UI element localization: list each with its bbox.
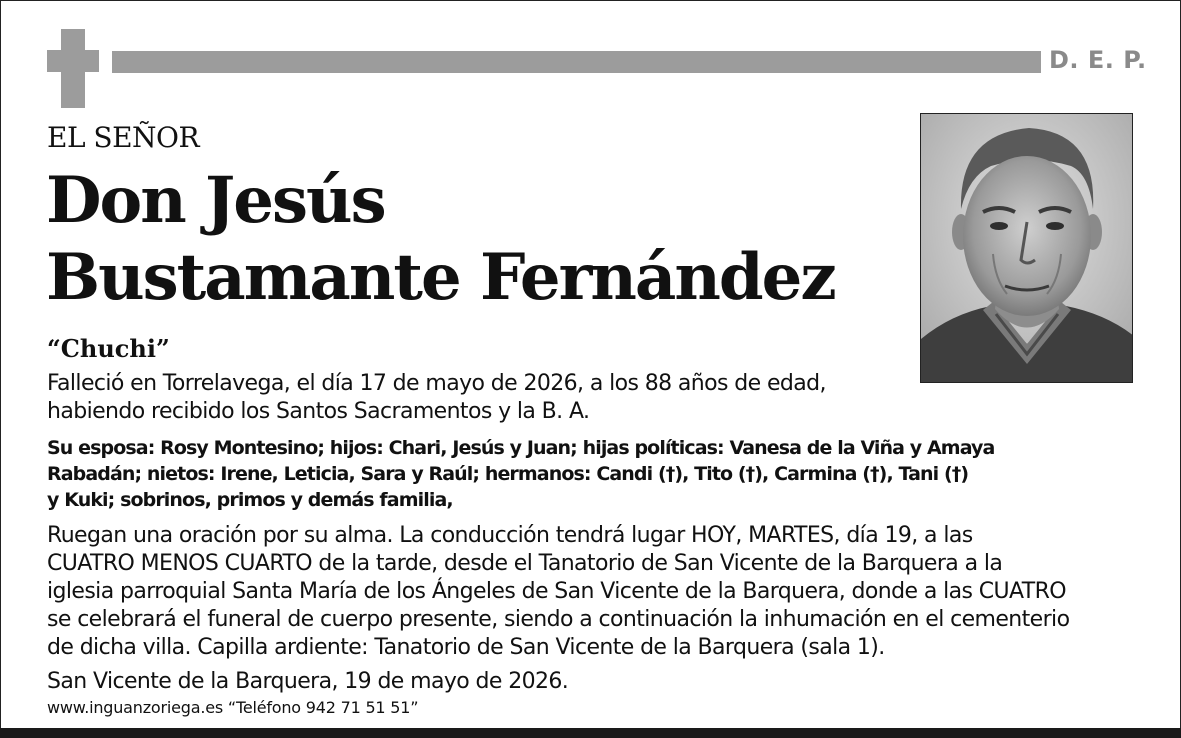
dep-label: D. E. P. (1049, 46, 1147, 74)
cross-icon-arm (47, 50, 99, 72)
name-line-2: Bustamante Fernández (46, 240, 835, 315)
death-notice-line: Falleció en Torrelavega, el día 17 de mayo de 2026, a los 88 años de edad, (47, 371, 826, 396)
funeral-line: de dicha villa. Capilla ardiente: Tanatorio de San Vicente de la Barquera (sala 1). (47, 635, 885, 660)
footer-contact: www.inguanzoriega.es “Teléfono 942 71 51 51” (47, 698, 419, 717)
name-line-1: Don Jesús (46, 163, 385, 238)
funeral-line: se celebrará el funeral de cuerpo presente, siendo a continuación la inhumación en el cementerio (47, 607, 1070, 632)
funeral-line: CUATRO MENOS CUARTO de la tarde, desde el Tanatorio de San Vicente de la Barquera a la (47, 551, 1003, 576)
family-line: y Kuki; sobrinos, primos y demás familia, (47, 489, 453, 511)
place-date: San Vicente de la Barquera, 19 de mayo de 2026. (47, 669, 569, 694)
portrait-photo (920, 113, 1133, 383)
family-line: Rabadán; nietos: Irene, Leticia, Sara y Raúl; hermanos: Candi (†), Tito (†), Carmina (†), Tani (†) (47, 463, 969, 485)
family-line: Su esposa: Rosy Montesino; hijos: Chari, Jesús y Juan; hijas políticas: Vanesa de la Viña y Amaya (47, 437, 995, 459)
header-rule (112, 51, 1041, 73)
bottom-rule (0, 728, 1181, 738)
funeral-line: Ruegan una oración por su alma. La conducción tendrá lugar HOY, MARTES, día 19, a las (47, 523, 973, 548)
funeral-line: iglesia parroquial Santa María de los Ángeles de San Vicente de la Barquera, donde a las CUATRO (47, 579, 1066, 604)
portrait-image (921, 114, 1133, 383)
nickname: “Chuchi” (47, 334, 170, 363)
deceased-name (46, 162, 835, 316)
honorific: EL SEÑOR (47, 121, 200, 154)
death-notice-line: habiendo recibido los Santos Sacramentos y la B. A. (47, 399, 590, 424)
